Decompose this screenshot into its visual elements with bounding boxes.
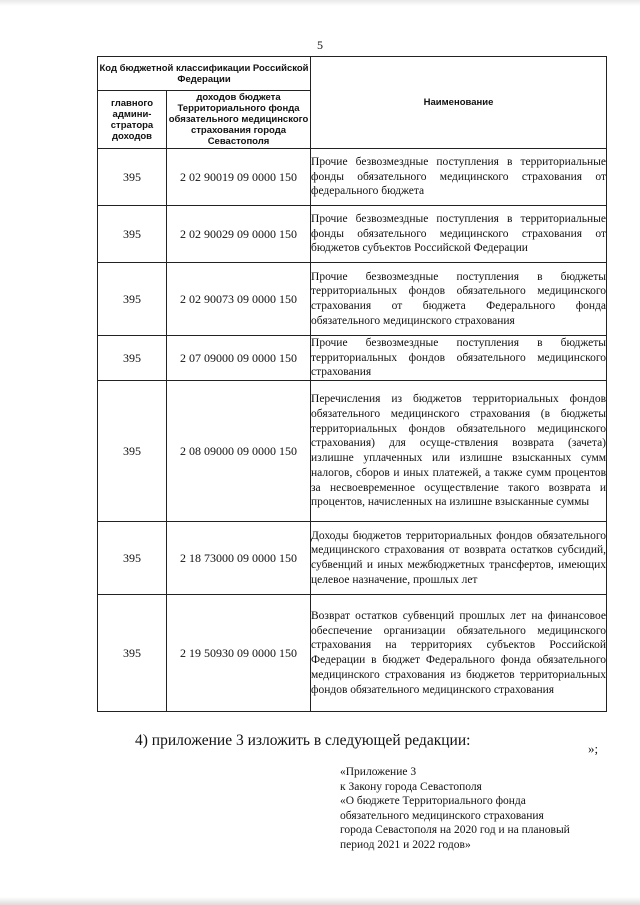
admin-code: 395 bbox=[98, 381, 167, 522]
table-row bbox=[98, 381, 607, 522]
table-row bbox=[98, 206, 607, 263]
scan-top-edge bbox=[0, 0, 640, 6]
income-code: 2 08 09000 09 0000 150 bbox=[167, 381, 311, 522]
admin-code: 395 bbox=[98, 206, 167, 263]
amendment-instruction: 4) приложение 3 изложить в следующей редакции: bbox=[135, 732, 471, 749]
table-row bbox=[98, 336, 607, 381]
table-row bbox=[98, 595, 607, 712]
income-code: 2 02 90029 09 0000 150 bbox=[167, 206, 311, 263]
admin-code: 395 bbox=[98, 595, 167, 712]
income-name: Прочие безвозмездные поступления в территориальные фонды обязательного медицинского страхования от федерального бюджета bbox=[311, 149, 607, 206]
admin-code: 395 bbox=[98, 263, 167, 336]
closing-mark: »; bbox=[588, 741, 599, 756]
header-income: доходов бюджета Территориального фонда обязательного медицинского страхования города Севастополя bbox=[167, 91, 311, 149]
income-name: Прочие безвозмездные поступления в территориальные фонды обязательного медицинского страхования от бюджетов субъектов Российской Федерации bbox=[311, 206, 607, 263]
appendix-line: период 2021 и 2022 годов» bbox=[340, 838, 471, 851]
income-code: 2 19 50930 09 0000 150 bbox=[167, 595, 311, 712]
page-number: 5 bbox=[317, 38, 323, 52]
appendix-heading bbox=[340, 765, 570, 853]
scan-bottom-edge bbox=[0, 897, 640, 905]
budget-classification-table bbox=[97, 56, 607, 712]
appendix-line: «О бюджете Территориального фонда bbox=[340, 795, 526, 808]
income-code: 2 07 09000 09 0000 150 bbox=[167, 336, 311, 381]
admin-code: 395 bbox=[98, 336, 167, 381]
admin-code: 395 bbox=[98, 522, 167, 595]
income-code: 2 02 90019 09 0000 150 bbox=[167, 149, 311, 206]
table-row bbox=[98, 263, 607, 336]
table-row bbox=[98, 149, 607, 206]
appendix-line: обязательного медицинского страхования bbox=[340, 809, 544, 822]
appendix-line: «Приложение 3 bbox=[340, 766, 417, 778]
header-name: Наименование bbox=[311, 57, 607, 149]
income-name: Прочие безвозмездные поступления в бюджеты территориальных фондов обязательного медицинского страхования bbox=[311, 336, 607, 381]
table-row bbox=[98, 522, 607, 595]
appendix-line: к Закону города Севастополя bbox=[340, 780, 482, 793]
income-name: Доходы бюджетов территориальных фондов обязательного медицинского страхования от возврата остатков субсидий, субвенций и иных межбюджетных трансфертов, имеющих целевое назначение, прошлых лет bbox=[311, 522, 607, 595]
appendix-line: города Севастополя на 2020 год и на плановый bbox=[340, 824, 570, 837]
income-code: 2 18 73000 09 0000 150 bbox=[167, 522, 311, 595]
header-admin: главного админи-стратора доходов bbox=[98, 91, 167, 149]
income-name: Возврат остатков субвенций прошлых лет на финансовое обеспечение организации обязательного медицинского страхования на территориях субъектов Российской Федерации в бюджет Федерального фонда обязательного медицинского страхования из бюджетов территориальных фондов обязательного медицинского страхования bbox=[311, 595, 607, 712]
income-name: Перечисления из бюджетов территориальных фондов обязательного медицинского страхования (в бюджеты территориальных фондов обязательного медицинского страхования) для осуще-ствления возврата (зачета) излишне уплаченных или излишне взысканных сумм налогов, сборов и иных платежей, а также сумм процентов за несвоевременное осуществление такого возврата и процентов, начисленных на излишне взысканные суммы bbox=[311, 381, 607, 522]
header-code-group: Код бюджетной классификации Российской Федерации bbox=[98, 57, 311, 91]
income-name: Прочие безвозмездные поступления в бюджеты территориальных фондов обязательного медицинского страхования от бюджета Федерального фонда обязательного медицинского страхования bbox=[311, 263, 607, 336]
income-code: 2 02 90073 09 0000 150 bbox=[167, 263, 311, 336]
admin-code: 395 bbox=[98, 149, 167, 206]
